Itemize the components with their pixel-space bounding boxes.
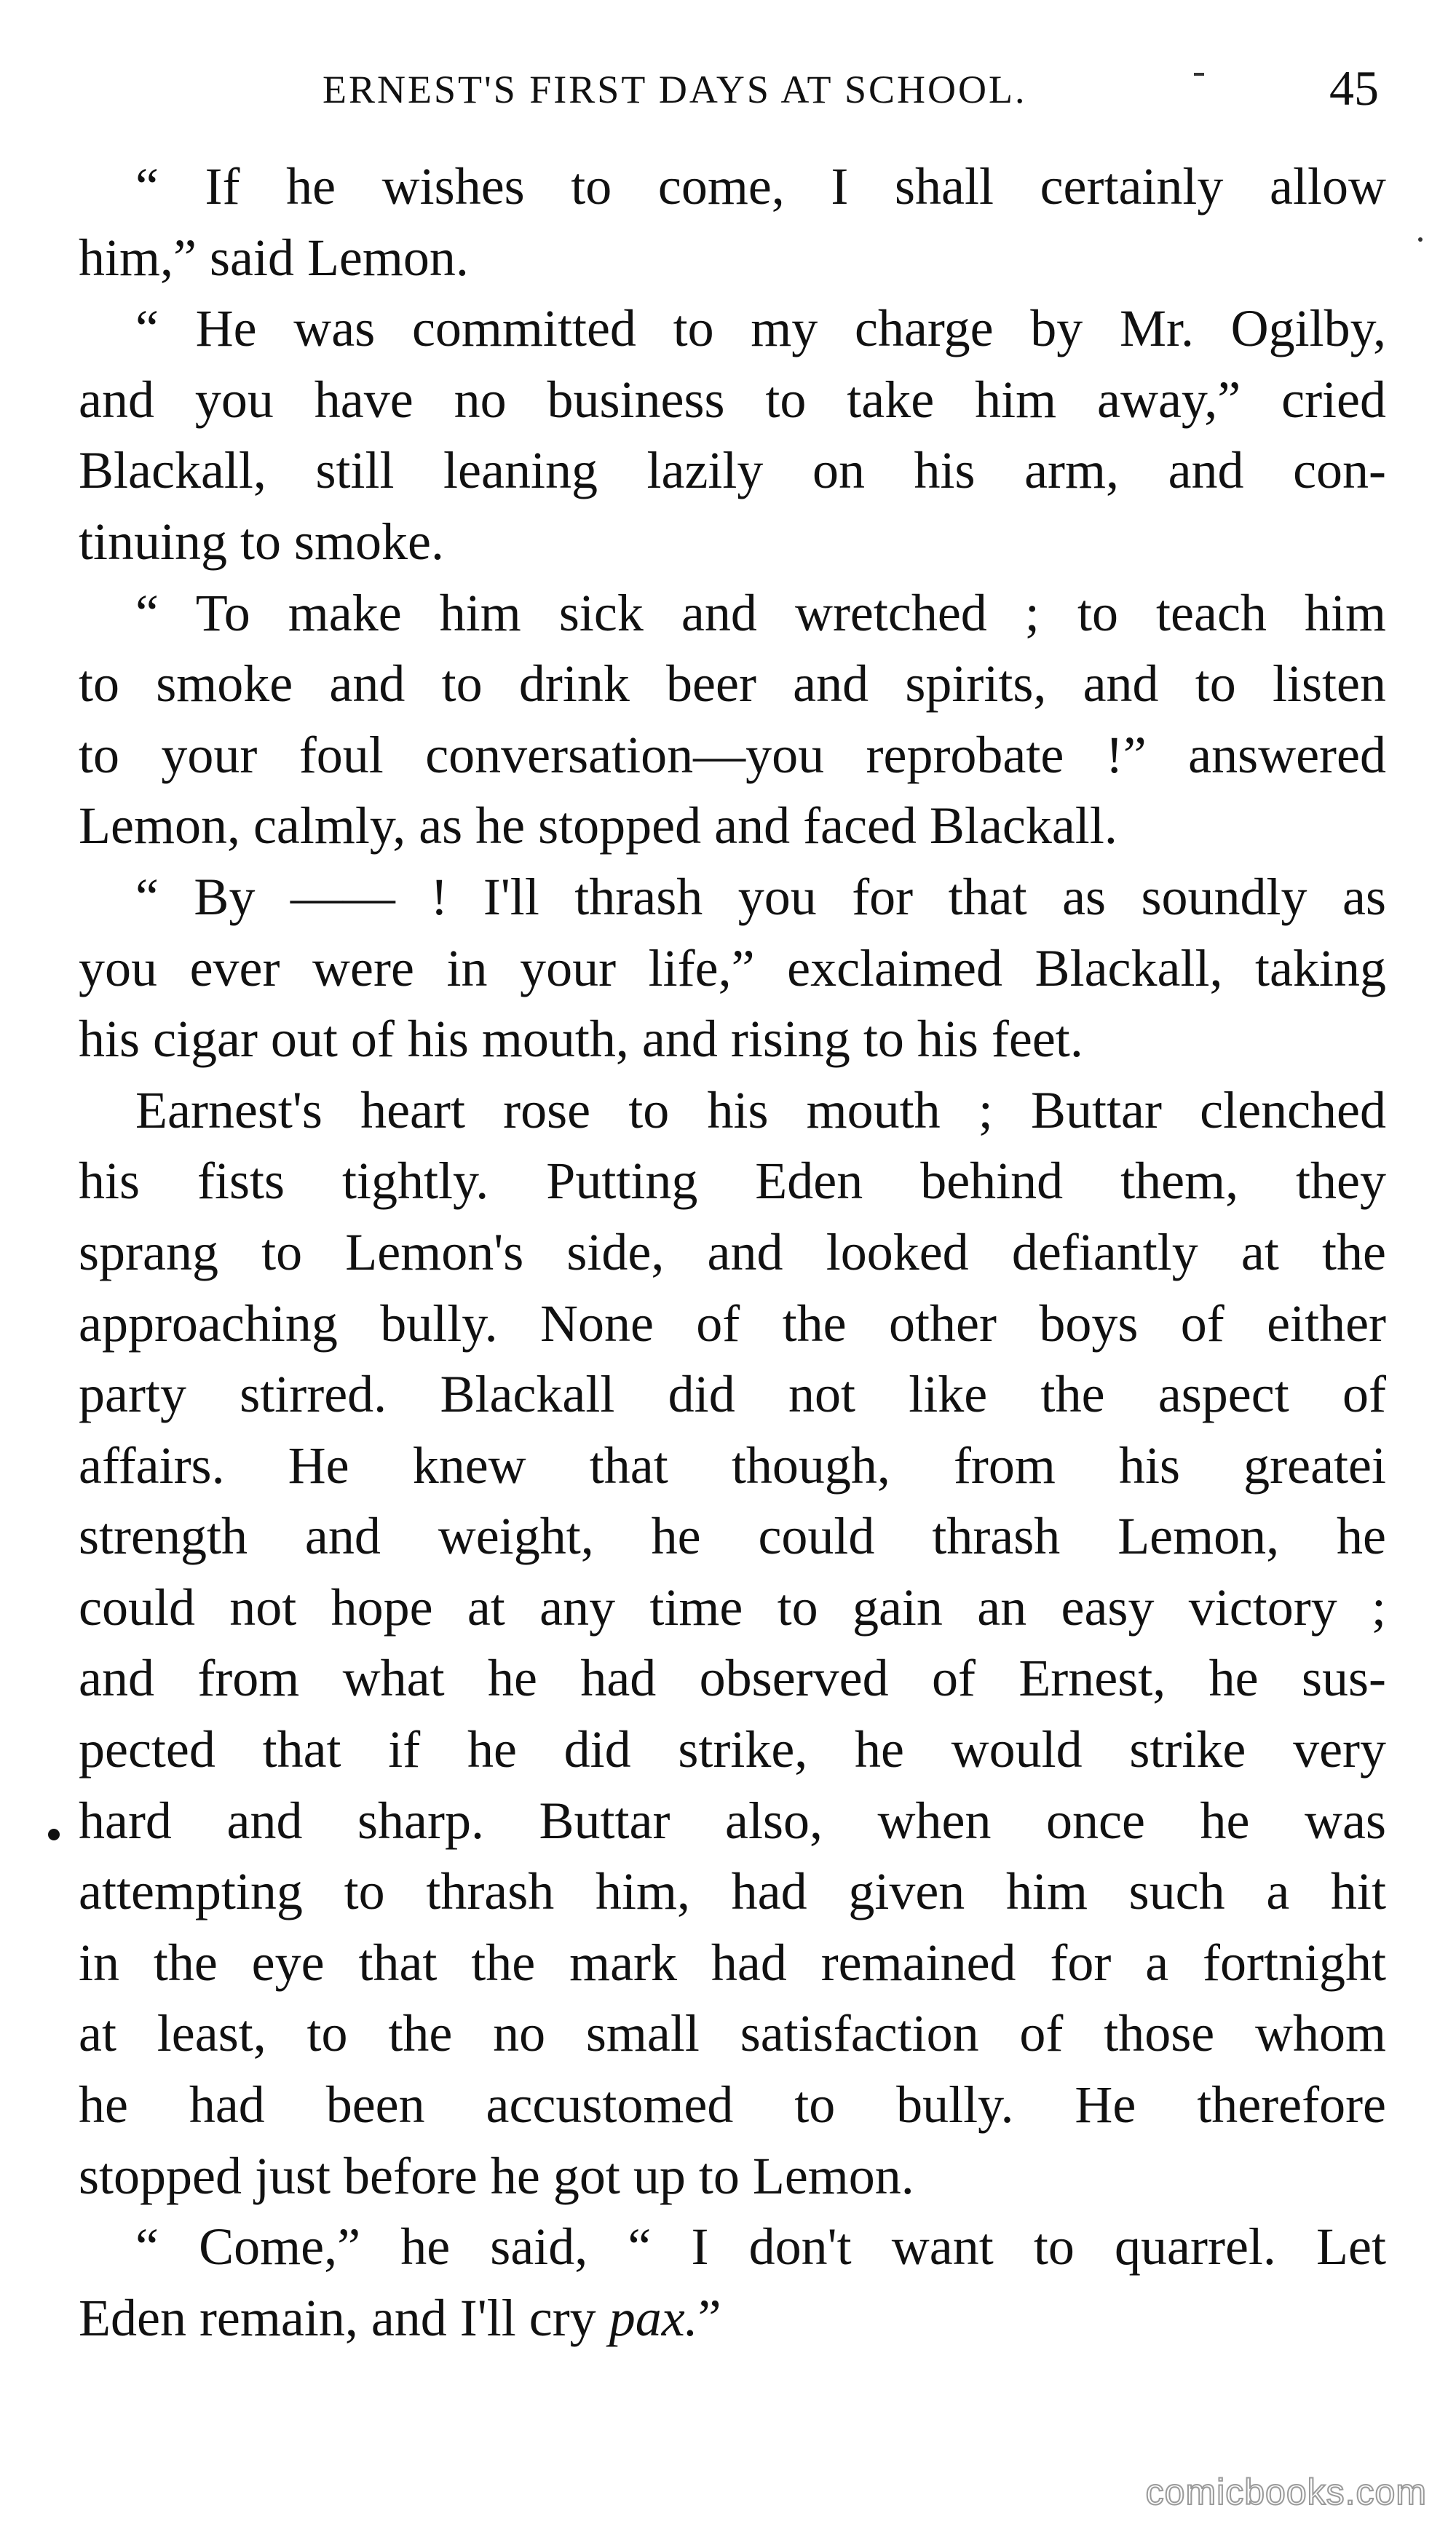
text-line: [79, 1786, 1386, 1857]
text-line-content: him,” said Lemon.: [79, 228, 469, 287]
text-line: [79, 862, 1386, 933]
print-speck: [1194, 73, 1204, 76]
text-line: [79, 1289, 1386, 1360]
text-line-content: Lemon, calmly, as he stopped and faced Blackall.: [79, 796, 1117, 855]
text-line-content: in the eye that the mark had remained for a fortnight: [79, 1933, 1386, 1992]
text-line-content: party stirred. Blackall did not like the aspect of: [79, 1365, 1386, 1424]
text-line: [79, 720, 1386, 791]
text-line-content: his fists tightly. Putting Eden behind them, they: [79, 1152, 1386, 1211]
text-line: [79, 365, 1386, 436]
text-line: [79, 151, 1386, 223]
text-line-content: strength and weight, he could thrash Lemon, he: [79, 1507, 1386, 1566]
text-line-content: to your foul conversation—you reprobate !” answered: [79, 725, 1386, 784]
text-line-content: “ Come,” he said, “ I don't want to quarrel. Let: [135, 2218, 1386, 2276]
text-line-content: and from what he had observed of Ernest, he sus-: [79, 1649, 1386, 1708]
text-line-content: “ By —— ! I'll thrash you for that as soundly as: [135, 867, 1386, 926]
text-line: [79, 1146, 1386, 1217]
text-line: [79, 1572, 1386, 1644]
text-line: [79, 1998, 1386, 2070]
text-line-content: tinuing to smoke.: [79, 512, 444, 571]
text-line-content: to smoke and to drink beer and spirits, and to listen: [79, 654, 1386, 713]
margin-bullet-mark: [48, 1829, 60, 1840]
page-number: 45: [1329, 60, 1379, 116]
text-line: [79, 1004, 1386, 1075]
text-line: [79, 2283, 1386, 2354]
text-line-content: Blackall, still leaning lazily on his arm, and con-: [79, 441, 1386, 500]
text-line-content: “ To make him sick and wretched ; to teach him: [135, 583, 1386, 642]
text-line: [79, 2212, 1386, 2283]
text-line-content: Earnest's heart rose to his mouth ; Buttar clenched: [135, 1080, 1386, 1139]
watermark: comicbooks.com: [1145, 2472, 1427, 2512]
text-line: [79, 1643, 1386, 1714]
text-line-content: you ever were in your life,” exclaimed Blackall, taking: [79, 938, 1386, 997]
text-line: [79, 1856, 1386, 1928]
text-line: [79, 933, 1386, 1005]
text-line: [79, 791, 1386, 862]
text-line-content: at least, to the no small satisfaction of those whom: [79, 2004, 1386, 2063]
text-line-content: hard and sharp. Buttar also, when once he was: [79, 1791, 1386, 1850]
text-line: [79, 1075, 1386, 1147]
body-text: [79, 151, 1386, 2354]
text-line-content: approaching bully. None of the other boys of either: [79, 1294, 1386, 1353]
running-head: [79, 60, 1386, 125]
text-line: [79, 2141, 1386, 2212]
text-line: [79, 223, 1386, 294]
text-line: [79, 578, 1386, 649]
text-line: [79, 2070, 1386, 2141]
text-line: [79, 1217, 1386, 1289]
text-line-content: his cigar out of his mouth, and rising to his feet.: [79, 1010, 1083, 1069]
italic-word: pax.: [609, 2288, 698, 2347]
text-line: [79, 435, 1386, 507]
text-line: [79, 1928, 1386, 1999]
running-title: ERNEST'S FIRST DAYS AT SCHOOL.: [323, 68, 1027, 111]
text-line-content: stopped just before he got up to Lemon.: [79, 2146, 914, 2205]
text-line-content: attempting to thrash him, had given him such a hit: [79, 1862, 1386, 1921]
text-line-content: “ If he wishes to come, I shall certainly allow: [135, 157, 1386, 215]
text-line: [79, 1501, 1386, 1572]
text-line-content: could not hope at any time to gain an easy victory ;: [79, 1578, 1386, 1637]
text-line-content: affairs. He knew that though, from his greatei: [79, 1436, 1386, 1495]
text-line: [79, 649, 1386, 720]
text-line-content: and you have no business to take him away,” cried: [79, 370, 1386, 429]
text-line-content: pected that if he did strike, he would strike very: [79, 1720, 1386, 1779]
text-line: [79, 1714, 1386, 1786]
print-speck: [1418, 237, 1423, 242]
text-line: [79, 1359, 1386, 1431]
text-line-content: Eden remain, and I'll cry: [79, 2288, 609, 2347]
text-line-content: “ He was committed to my charge by Mr. Ogilby,: [135, 299, 1386, 358]
text-line-content: sprang to Lemon's side, and looked defiantly at the: [79, 1222, 1386, 1281]
text-line: [79, 1431, 1386, 1502]
text-line: [79, 293, 1386, 365]
text-line: [79, 507, 1386, 578]
text-line-content: he had been accustomed to bully. He therefore: [79, 2076, 1386, 2135]
closing-quote: ”: [697, 2288, 721, 2347]
